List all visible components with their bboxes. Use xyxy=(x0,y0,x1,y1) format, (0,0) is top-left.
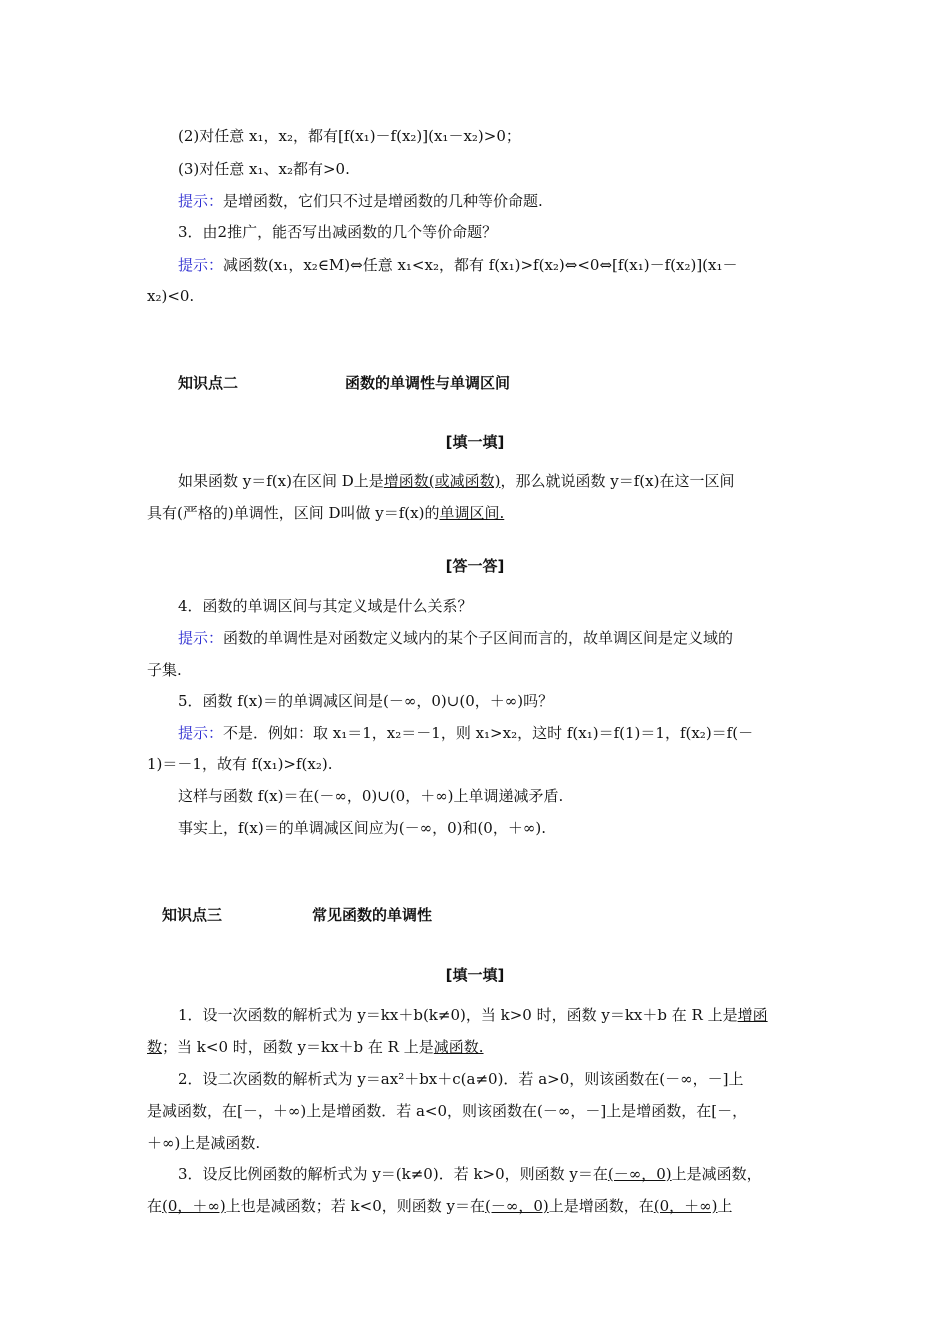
answer-underlined: (－∞，0) xyxy=(484,1197,549,1215)
question-line: 5．函数 f(x)＝的单调减区间是(－∞，0)∪(0，＋∞)吗？ xyxy=(178,692,554,710)
hint-label: 提示： xyxy=(178,629,224,647)
text-run: ；当 k<0 时，函数 y＝kx＋b 在 R 上是 xyxy=(162,1038,434,1056)
text-line xyxy=(178,1005,838,1025)
text-run: 上也是减函数；若 k<0，则函数 y＝在 xyxy=(225,1197,485,1215)
hint-text: 是增函数，它们只不过是增函数的几种等价命题. xyxy=(223,192,543,210)
section-number: 知识点二 xyxy=(178,374,239,392)
answer-underlined: (0，＋∞) xyxy=(653,1197,718,1215)
hint-text: 减函数(x₁，x₂∈M)⇔任意 x₁<x₂，都有 f(x₁)>f(x₂)⇔<0⇔[f(x₁)－f(x₂)](x₁－ xyxy=(223,256,738,274)
hint-line xyxy=(178,255,838,275)
text-run: 上是减函数， xyxy=(671,1165,762,1183)
text-line: 子集. xyxy=(147,661,182,679)
text-line xyxy=(147,1196,807,1216)
hint-text: 不是．例如：取 x₁＝1，x₂＝－1，则 x₁>x₂，这时 f(x₁)＝f(1)＝1，f(x₂)＝f(－ xyxy=(223,724,754,742)
text-line: 2．设二次函数的解析式为 y＝ax²＋bx＋c(a≠0)．若 a>0，则该函数在(－∞，－]上 xyxy=(178,1070,744,1088)
text-line: 这样与函数 f(x)＝在(－∞，0)∪(0，＋∞)上单调递减矛盾. xyxy=(178,787,564,805)
hint-line xyxy=(178,723,838,743)
answer-heading: [答一答] xyxy=(445,557,505,575)
fill-heading: [填一填] xyxy=(445,433,505,451)
answer-underlined: 数 xyxy=(147,1038,163,1056)
question-line: 4．函数的单调区间与其定义域是什么关系？ xyxy=(178,597,473,615)
text-line: (3)对任意 x₁、x₂都有>0. xyxy=(178,160,350,178)
text-line xyxy=(147,1037,807,1057)
answer-underlined: 单调区间. xyxy=(439,504,505,522)
section-title: 常见函数的单调性 xyxy=(312,906,433,924)
text-line: 事实上，f(x)＝的单调减区间应为(－∞，0)和(0，＋∞). xyxy=(178,819,546,837)
text-run: 1．设一次函数的解析式为 y＝kx＋b(k≠0)，当 k>0 时，函数 y＝kx＋b 在 R 上是 xyxy=(178,1006,738,1024)
text-line xyxy=(147,503,807,523)
answer-underlined: 增函数(或减函数) xyxy=(383,472,501,490)
hint-text: 函数的单调性是对函数定义域内的某个子区间而言的，故单调区间是定义域的 xyxy=(223,629,734,647)
text-line: ＋∞)上是减函数. xyxy=(147,1134,261,1152)
hint-label: 提示： xyxy=(178,724,224,742)
hint-line xyxy=(178,191,838,211)
answer-underlined: 减函数. xyxy=(433,1038,484,1056)
text-line xyxy=(178,1164,838,1184)
section-number: 知识点三 xyxy=(162,906,223,924)
section-title: 函数的单调性与单调区间 xyxy=(345,374,511,392)
text-line: 1)＝－1，故有 f(x₁)>f(x₂). xyxy=(147,755,333,773)
answer-underlined: (0，＋∞) xyxy=(162,1197,226,1215)
text-run: 在 xyxy=(147,1197,163,1215)
text-run: 3．设反比例函数的解析式为 y＝(k≠0)．若 k>0，则函数 y＝在 xyxy=(178,1165,608,1183)
text-run: 上是增函数，在 xyxy=(548,1197,654,1215)
hint-label: 提示： xyxy=(178,256,224,274)
text-line xyxy=(178,471,838,491)
text-line: (2)对任意 x₁，x₂，都有[f(x₁)－f(x₂)](x₁－x₂)>0； xyxy=(178,127,521,145)
answer-underlined: (－∞，0) xyxy=(607,1165,672,1183)
text-run: ，那么就说函数 y＝f(x)在这一区间 xyxy=(500,472,735,490)
hint-line xyxy=(178,628,838,648)
text-run: 上 xyxy=(717,1197,733,1215)
question-line: 3．由2推广，能否写出减函数的几个等价命题？ xyxy=(178,223,498,241)
text-line: x₂)<0. xyxy=(147,287,195,305)
text-run: 具有(严格的)单调性，区间 D叫做 y＝f(x)的 xyxy=(147,504,440,522)
fill-heading: [填一填] xyxy=(445,966,505,984)
text-line: 是减函数，在[－，＋∞)上是增函数．若 a<0，则该函数在(－∞，－]上是增函数，在[－， xyxy=(147,1102,748,1120)
answer-underlined: 增函 xyxy=(737,1006,768,1024)
text-run: 如果函数 y＝f(x)在区间 D上是 xyxy=(178,472,384,490)
hint-label: 提示： xyxy=(178,192,224,210)
